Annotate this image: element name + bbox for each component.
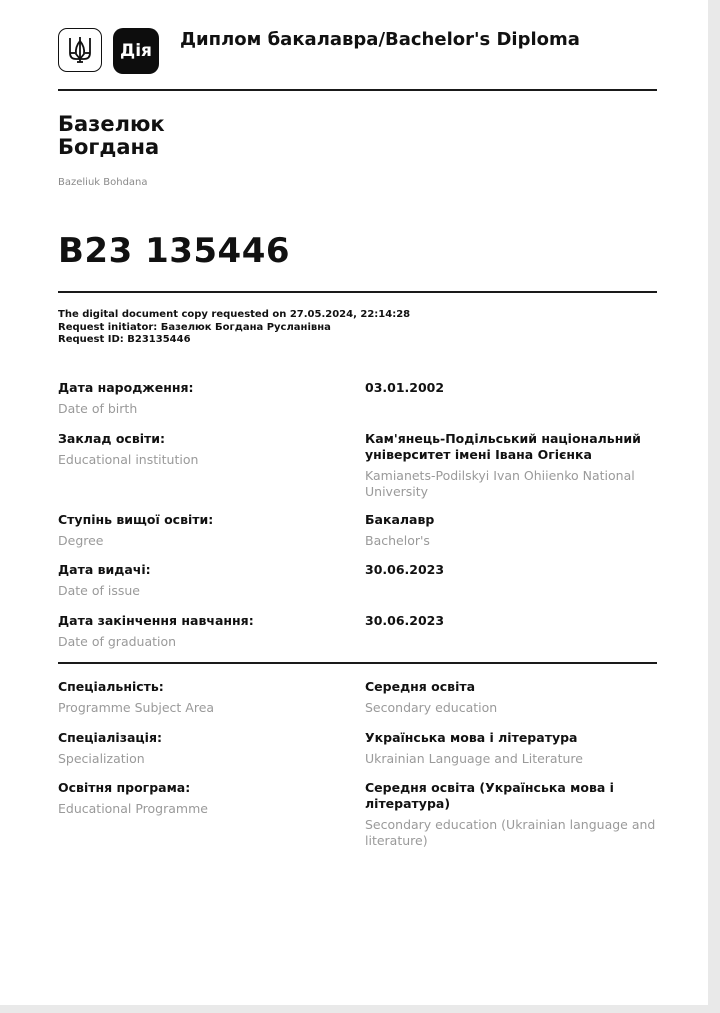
label-en: Degree — [58, 533, 104, 548]
field-label-degree — [58, 512, 348, 549]
holder-name-latin: Bazeliuk Bohdana — [58, 177, 148, 188]
field-label-birth-date — [58, 380, 348, 417]
label-en: Date of birth — [58, 401, 138, 416]
value-en: Kamianets-Podilskyi Ivan Ohiienko National University — [365, 468, 635, 499]
label-en: Date of issue — [58, 583, 140, 598]
value: 30.06.2023 — [365, 613, 445, 628]
field-label-graduation-date — [58, 613, 348, 650]
request-date: The digital document copy requested on 27.05.2024, 22:14:28 — [58, 309, 411, 320]
label: Спеціальність: — [58, 679, 164, 694]
value: Бакалавр — [365, 512, 435, 527]
label-en: Specialization — [58, 751, 145, 766]
value: 03.01.2002 — [365, 380, 445, 395]
value: Середня освіта — [365, 679, 476, 694]
label-en: Date of graduation — [58, 634, 177, 649]
field-value-birth-date — [365, 380, 660, 396]
trident-icon — [58, 28, 102, 72]
label: Дата видачі: — [58, 562, 151, 577]
label: Дата закінчення навчання: — [58, 613, 254, 628]
field-value-graduation-date — [365, 613, 660, 629]
field-label-issue-date — [58, 562, 348, 599]
value-en: Bachelor's — [365, 533, 430, 548]
document-header — [58, 28, 658, 76]
diia-logo — [113, 28, 159, 74]
divider — [58, 662, 657, 664]
label-en: Educational Programme — [58, 801, 208, 816]
field-value-issue-date — [365, 562, 660, 578]
label: Освітня програма: — [58, 780, 191, 795]
diia-logo-text: Дія — [120, 41, 152, 61]
request-initiator: Request initiator: Базелюк Богдана Русланівна — [58, 321, 331, 333]
document-title: Диплом бакалавра/Bachelor's Diploma — [180, 29, 580, 50]
value-en: Secondary education (Ukrainian language and literature) — [365, 817, 656, 848]
label: Ступінь вищої освіти: — [58, 512, 214, 527]
document-number: B23 135446 — [58, 231, 291, 271]
field-value-educational-programme — [365, 780, 660, 849]
label: Спеціалізація: — [58, 730, 162, 745]
label: Заклад освіти: — [58, 431, 166, 446]
divider — [58, 89, 657, 91]
holder-given-name: Богдана — [58, 135, 160, 159]
label-en: Programme Subject Area — [58, 700, 215, 715]
request-meta — [58, 309, 410, 347]
field-value-degree — [365, 512, 660, 549]
request-id: Request ID: B23135446 — [58, 334, 191, 345]
field-label-educational-programme — [58, 780, 348, 817]
field-label-subject-area — [58, 679, 348, 716]
value: Кам'янець-Подільський національний університет імені Івана Огієнка — [365, 431, 641, 462]
label-en: Educational institution — [58, 452, 199, 467]
field-value-institution — [365, 431, 660, 500]
field-value-specialization — [365, 730, 660, 767]
field-label-institution — [58, 431, 348, 468]
value: Середня освіта (Українська мова і література) — [365, 780, 614, 811]
field-value-subject-area — [365, 679, 660, 716]
value: 30.06.2023 — [365, 562, 445, 577]
divider — [58, 291, 657, 293]
holder-surname: Базелюк — [58, 112, 165, 136]
value-en: Ukrainian Language and Literature — [365, 751, 583, 766]
field-label-specialization — [58, 730, 348, 767]
value-en: Secondary education — [365, 700, 498, 715]
label: Дата народження: — [58, 380, 194, 395]
value: Українська мова і література — [365, 730, 578, 745]
holder-name — [58, 113, 165, 159]
